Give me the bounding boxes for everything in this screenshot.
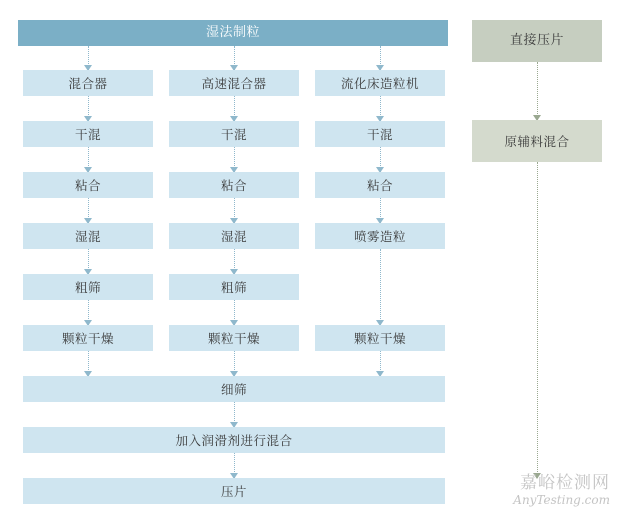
connector-col3-2-3 bbox=[380, 147, 381, 172]
shared-step-fine-sieve: 细筛 bbox=[23, 376, 445, 402]
connector-header-to-col2 bbox=[234, 46, 235, 70]
col1-step-3: 粘合 bbox=[23, 172, 153, 198]
connector-col1-5-6 bbox=[88, 300, 89, 325]
connector-col1-3-4 bbox=[88, 198, 89, 223]
col3-step-3: 粘合 bbox=[315, 172, 445, 198]
col3-step-2: 干混 bbox=[315, 121, 445, 147]
connector-header-to-col1 bbox=[88, 46, 89, 70]
col2-step-3: 粘合 bbox=[169, 172, 299, 198]
connector-col2-5-6 bbox=[234, 300, 235, 325]
connector-fine-sieve-to-lubricant bbox=[234, 402, 235, 427]
col2-step-6: 颗粒干燥 bbox=[169, 325, 299, 351]
shared-step-lubricant-mixing: 加入润滑剂进行混合 bbox=[23, 427, 445, 453]
col3-step-1: 流化床造粒机 bbox=[315, 70, 445, 96]
watermark bbox=[513, 474, 610, 507]
col1-step-2: 干混 bbox=[23, 121, 153, 147]
connector-col3-4-5 bbox=[380, 249, 381, 325]
shared-step-tableting: 压片 bbox=[23, 478, 445, 504]
connector-col2-6-fine-sieve bbox=[234, 351, 235, 376]
connector-col1-1-2 bbox=[88, 96, 89, 121]
connector-right-header-to-step bbox=[537, 62, 538, 120]
col1-step-5: 粗筛 bbox=[23, 274, 153, 300]
col2-step-2: 干混 bbox=[169, 121, 299, 147]
col3-step-5: 颗粒干燥 bbox=[315, 325, 445, 351]
right-header-box: 直接压片 bbox=[472, 20, 602, 62]
watermark-chinese: 嘉峪检测网 bbox=[520, 472, 610, 493]
connector-col1-4-5 bbox=[88, 249, 89, 274]
connector-right-step-to-tableting bbox=[537, 162, 538, 478]
col1-step-4: 湿混 bbox=[23, 223, 153, 249]
col3-step-4: 喷雾造粒 bbox=[315, 223, 445, 249]
col2-step-1: 高速混合器 bbox=[169, 70, 299, 96]
connector-col2-4-5 bbox=[234, 249, 235, 274]
col1-step-1: 混合器 bbox=[23, 70, 153, 96]
col2-step-4: 湿混 bbox=[169, 223, 299, 249]
connector-col3-5-fine-sieve bbox=[380, 351, 381, 376]
connector-header-to-col3 bbox=[380, 46, 381, 70]
col1-step-6: 颗粒干燥 bbox=[23, 325, 153, 351]
connector-col1-2-3 bbox=[88, 147, 89, 172]
connector-col3-3-4 bbox=[380, 198, 381, 223]
connector-col2-2-3 bbox=[234, 147, 235, 172]
connector-col3-1-2 bbox=[380, 96, 381, 121]
connector-col2-3-4 bbox=[234, 198, 235, 223]
connector-col2-1-2 bbox=[234, 96, 235, 121]
connector-col1-6-fine-sieve bbox=[88, 351, 89, 376]
col2-step-5: 粗筛 bbox=[169, 274, 299, 300]
right-step-box: 原辅料混合 bbox=[472, 120, 602, 162]
watermark-english: AnyTesting.com bbox=[513, 492, 610, 507]
connector-lubricant-to-tableting bbox=[234, 453, 235, 478]
left-header-box: 湿法制粒 bbox=[18, 20, 448, 46]
